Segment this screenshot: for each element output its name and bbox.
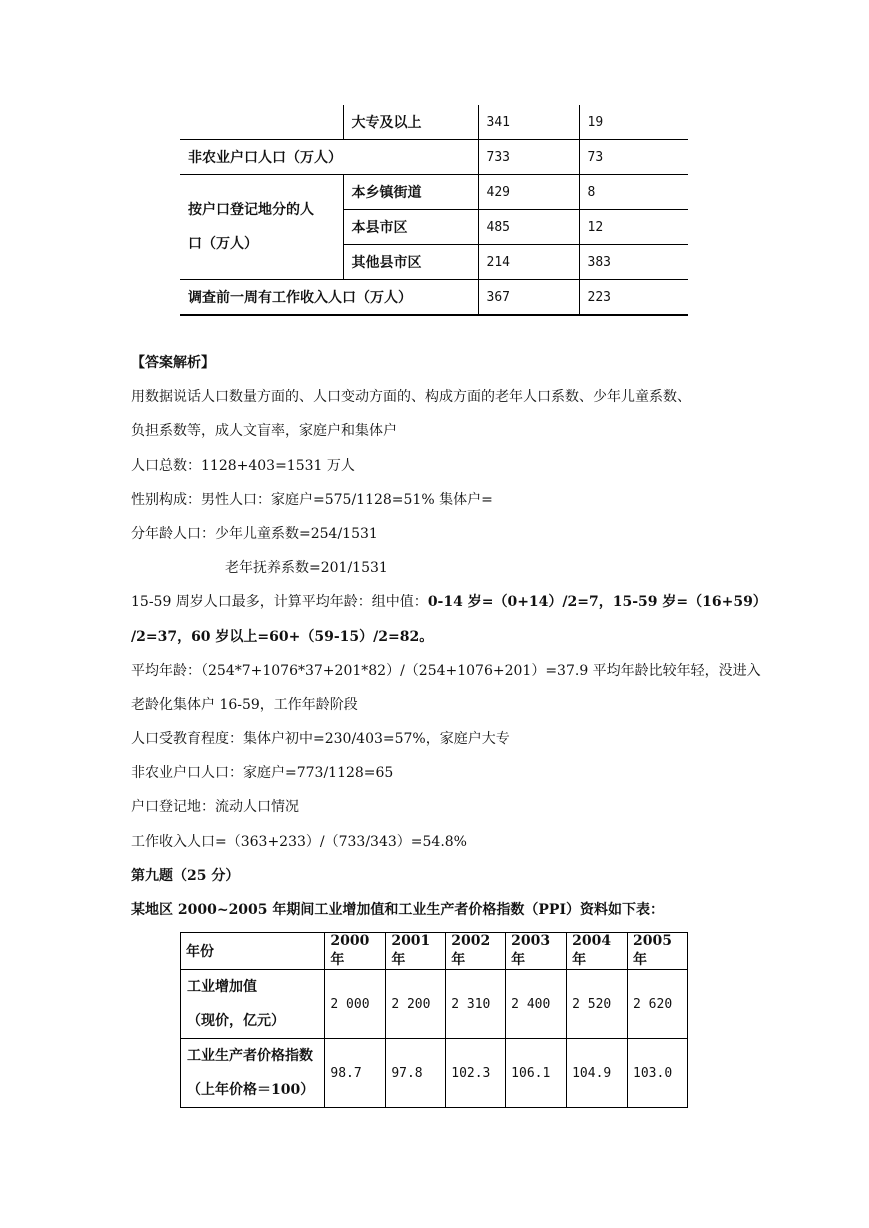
- value-cell: 429: [478, 175, 579, 210]
- category-cell: 非农业户口人口（万人）: [180, 140, 478, 175]
- value-cell: 2 000: [325, 970, 386, 1039]
- value-cell: 214: [478, 245, 579, 280]
- value-cell: 2 520: [567, 970, 628, 1039]
- analysis-text: 15-59 周岁人口最多，计算平均年龄：组中值：: [131, 594, 428, 611]
- question-text: 某地区 2000~2005 年期间工业增加值和工业生产者价格指数（PPI）资料如下表：: [131, 902, 665, 918]
- analysis-bold-text: 0-14 岁=（0+14）/2=7，15-59 岁=（16+59）: [427, 594, 767, 611]
- header-cell: 2005 年: [628, 933, 688, 970]
- table-row: [181, 970, 688, 1039]
- analysis-line: 人口总数：1128+403=1531 万人: [131, 457, 355, 474]
- value-cell: 8: [579, 175, 688, 210]
- row-label-line: （上年价格＝100）: [187, 1082, 315, 1098]
- value-cell: 2 620: [628, 970, 688, 1039]
- row-label-line: 工业增加值: [187, 979, 257, 995]
- value-cell: 102.3: [446, 1039, 506, 1108]
- header-cell: 2000 年: [325, 933, 386, 970]
- table-header-row: [181, 933, 688, 970]
- table-row: [180, 280, 688, 316]
- analysis-line: 平均年龄：（254*7+1076*37+201*82）/（254+1076+201）=37.9 平均年龄比较年轻，没进入: [131, 662, 761, 679]
- value-cell: 485: [478, 210, 579, 245]
- value-cell: 19: [579, 105, 688, 140]
- value-cell: 106.1: [506, 1039, 567, 1108]
- value-cell: 73: [579, 140, 688, 175]
- category-label-line: 口（万人）: [188, 236, 258, 252]
- sub-category-cell: 大专及以上: [343, 105, 478, 140]
- value-cell: 98.7: [325, 1039, 386, 1108]
- value-cell: 12: [579, 210, 688, 245]
- value-cell: 2 200: [386, 970, 446, 1039]
- question-title: 第九题（25 分）: [131, 867, 240, 884]
- header-cell: 2002 年: [446, 933, 506, 970]
- row-label-cell: [181, 970, 325, 1039]
- table-row: [180, 140, 688, 175]
- analysis-line: 性别构成：男性人口：家庭户=575/1128=51% 集体户=: [131, 491, 493, 508]
- analysis-line: 负担系数等，成人文盲率，家庭户和集体户: [131, 423, 397, 440]
- row-label-line: 工业生产者价格指数: [187, 1048, 313, 1064]
- value-cell: 733: [478, 140, 579, 175]
- analysis-heading: 【答案解析】: [131, 355, 215, 371]
- value-cell: 223: [579, 280, 688, 316]
- value-cell: 383: [579, 245, 688, 280]
- analysis-line: 分年龄人口：少年儿童系数=254/1531: [131, 525, 378, 542]
- value-cell: 341: [478, 105, 579, 140]
- analysis-line: 用数据说话人口数量方面的、人口变动方面的、构成方面的老年人口系数、少年儿童系数、: [131, 389, 691, 406]
- table-row: [181, 1039, 688, 1108]
- analysis-line: 老龄化集体户 16-59，工作年龄阶段: [131, 696, 358, 713]
- analysis-line: /2=37，60 岁以上=60+（59-15）/2=82。: [131, 628, 434, 645]
- value-cell: 104.9: [567, 1039, 628, 1108]
- analysis-section: [131, 346, 767, 927]
- population-table: [180, 105, 688, 316]
- sub-category-cell: 本县市区: [343, 210, 478, 245]
- sub-category-cell: 本乡镇街道: [343, 175, 478, 210]
- analysis-line: 老年抚养系数=201/1531: [225, 560, 388, 577]
- value-cell: 2 400: [506, 970, 567, 1039]
- table-row: [180, 175, 688, 210]
- analysis-line: 人口受教育程度：集体户初中=230/403=57%，家庭户大专: [131, 731, 510, 748]
- analysis-line: [131, 585, 767, 619]
- row-label-line: （现价，亿元）: [187, 1013, 285, 1029]
- value-cell: 2 310: [446, 970, 506, 1039]
- table-row: [180, 105, 688, 140]
- header-cell: 2001 年: [386, 933, 446, 970]
- category-cell: 调查前一周有工作收入人口（万人）: [180, 280, 478, 316]
- value-cell: 97.8: [386, 1039, 446, 1108]
- analysis-line: 非农业户口人口：家庭户=773/1128=65: [131, 765, 394, 782]
- category-label-line: 按户口登记地分的人: [188, 202, 314, 218]
- empty-cell: [180, 105, 343, 140]
- analysis-line: 户口登记地：流动人口情况: [131, 799, 299, 816]
- header-cell: 年份: [181, 933, 325, 970]
- header-cell: 2003 年: [506, 933, 567, 970]
- row-label-cell: [181, 1039, 325, 1108]
- value-cell: 367: [478, 280, 579, 316]
- header-cell: 2004 年: [567, 933, 628, 970]
- analysis-line: 工作收入人口=（363+233）/（733/343）=54.8%: [131, 833, 467, 850]
- value-cell: 103.0: [628, 1039, 688, 1108]
- sub-category-cell: 其他县市区: [343, 245, 478, 280]
- category-cell: [180, 175, 343, 280]
- industry-table: [180, 932, 688, 1108]
